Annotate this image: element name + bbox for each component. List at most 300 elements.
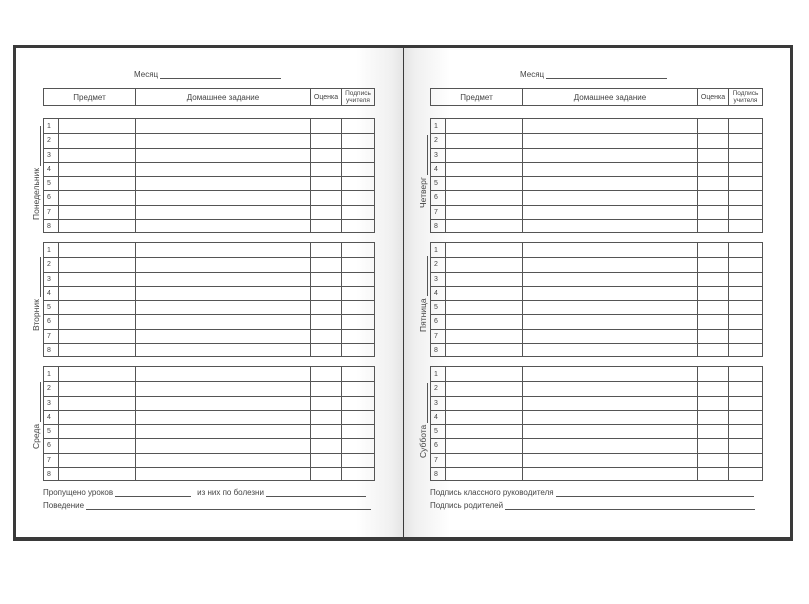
homework-cell[interactable]: [522, 367, 697, 381]
homework-cell[interactable]: [522, 206, 697, 219]
lesson-number: 6: [434, 318, 438, 326]
lesson-row: [44, 367, 374, 381]
lesson-number: 6: [434, 194, 438, 202]
teacher-sign-cell[interactable]: [728, 287, 762, 300]
subject-cell[interactable]: [445, 273, 522, 286]
homework-cell[interactable]: [522, 315, 697, 328]
subject-cell[interactable]: [58, 439, 135, 452]
lesson-row: [44, 133, 374, 147]
homework-cell[interactable]: [135, 177, 310, 190]
grade-cell[interactable]: [310, 243, 341, 257]
subject-cell[interactable]: [58, 206, 135, 219]
teacher-sign-cell[interactable]: [341, 425, 374, 438]
day-name: Пятница: [418, 298, 428, 332]
grade-cell[interactable]: [697, 344, 728, 357]
subject-cell[interactable]: [445, 344, 522, 357]
subject-cell[interactable]: [58, 454, 135, 467]
teacher-sign-cell[interactable]: [728, 454, 762, 467]
day-block-monday: [43, 118, 375, 233]
grade-cell[interactable]: [310, 258, 341, 271]
homework-cell[interactable]: [135, 206, 310, 219]
subject-cell[interactable]: [58, 301, 135, 314]
grade-cell[interactable]: [697, 119, 728, 133]
grade-cell[interactable]: [310, 344, 341, 357]
homework-cell[interactable]: [522, 344, 697, 357]
grade-cell[interactable]: [310, 177, 341, 190]
lesson-number: 1: [47, 122, 51, 130]
homework-cell[interactable]: [135, 382, 310, 395]
header-subject: Предмет: [460, 92, 493, 102]
homework-cell[interactable]: [135, 344, 310, 357]
lesson-row: [431, 453, 762, 467]
day-name: Четверг: [418, 177, 428, 208]
homework-cell[interactable]: [135, 454, 310, 467]
lesson-number: 6: [47, 442, 51, 450]
homework-cell[interactable]: [522, 439, 697, 452]
lesson-number: 5: [434, 304, 438, 312]
teacher-sign-cell[interactable]: [341, 149, 374, 162]
homework-cell[interactable]: [522, 301, 697, 314]
grade-cell[interactable]: [310, 439, 341, 452]
lesson-number: 6: [47, 318, 51, 326]
teacher-sign-cell[interactable]: [728, 220, 762, 233]
behavior-fill-line[interactable]: [86, 501, 371, 510]
lesson-number: 4: [434, 165, 438, 173]
lesson-row: [431, 286, 762, 300]
subject-cell[interactable]: [445, 177, 522, 190]
grade-cell[interactable]: [310, 330, 341, 343]
lesson-row: [44, 272, 374, 286]
header-sign-line1: Подпись: [345, 90, 371, 97]
lesson-number: 7: [47, 332, 51, 340]
lesson-row: [431, 438, 762, 452]
homework-cell[interactable]: [522, 382, 697, 395]
header-sign-line2: учителя: [346, 97, 370, 104]
teacher-sign-cell[interactable]: [728, 149, 762, 162]
homework-cell[interactable]: [135, 301, 310, 314]
lesson-number: 5: [47, 304, 51, 312]
day-label-tuesday: [31, 257, 41, 331]
subject-cell[interactable]: [445, 220, 522, 233]
teacher-sign-cell[interactable]: [341, 301, 374, 314]
lesson-row: [431, 381, 762, 395]
lesson-number: 5: [434, 180, 438, 188]
homework-cell[interactable]: [522, 163, 697, 176]
homework-cell[interactable]: [135, 439, 310, 452]
grade-cell[interactable]: [310, 163, 341, 176]
teacher-sign-cell[interactable]: [341, 191, 374, 204]
teacher-sign-cell[interactable]: [341, 454, 374, 467]
homework-cell[interactable]: [522, 191, 697, 204]
lesson-row: [44, 438, 374, 452]
teacher-sign-cell[interactable]: [728, 273, 762, 286]
lesson-row: [431, 343, 762, 357]
subject-cell[interactable]: [445, 330, 522, 343]
lesson-row: [44, 314, 374, 328]
grade-cell[interactable]: [310, 315, 341, 328]
homework-cell[interactable]: [522, 397, 697, 410]
grade-cell[interactable]: [310, 468, 341, 481]
grade-cell[interactable]: [697, 425, 728, 438]
grade-cell[interactable]: [310, 149, 341, 162]
teacher-sign-cell[interactable]: [341, 119, 374, 133]
teacher-sign-cell[interactable]: [728, 382, 762, 395]
homework-cell[interactable]: [522, 149, 697, 162]
subject-cell[interactable]: [58, 191, 135, 204]
lesson-number: 7: [47, 456, 51, 464]
grade-cell[interactable]: [697, 411, 728, 424]
lesson-row: [431, 410, 762, 424]
subject-cell[interactable]: [445, 425, 522, 438]
subject-cell[interactable]: [58, 315, 135, 328]
grade-cell[interactable]: [697, 454, 728, 467]
grade-cell[interactable]: [310, 425, 341, 438]
lesson-number: 3: [434, 275, 438, 283]
homework-cell[interactable]: [135, 134, 310, 147]
subject-cell[interactable]: [445, 149, 522, 162]
homework-cell[interactable]: [135, 243, 310, 257]
subject-cell[interactable]: [58, 149, 135, 162]
header-grade: Оценка: [310, 89, 341, 105]
teacher-sign-field: [430, 488, 754, 497]
lesson-row: [44, 190, 374, 204]
subject-cell[interactable]: [445, 439, 522, 452]
grade-cell[interactable]: [310, 191, 341, 204]
teacher-sign-cell[interactable]: [728, 177, 762, 190]
teacher-sign-cell[interactable]: [728, 411, 762, 424]
homework-cell[interactable]: [135, 191, 310, 204]
grade-cell[interactable]: [310, 134, 341, 147]
grade-cell[interactable]: [697, 273, 728, 286]
grade-cell[interactable]: [697, 315, 728, 328]
subject-cell[interactable]: [445, 119, 522, 133]
lesson-number: 4: [47, 165, 51, 173]
lesson-number: 2: [47, 137, 51, 145]
lesson-row: [431, 162, 762, 176]
homework-cell[interactable]: [135, 330, 310, 343]
day-block-thursday: [430, 118, 763, 233]
lesson-row: [44, 219, 374, 233]
day-block-saturday: [430, 366, 763, 481]
lesson-number: 7: [47, 208, 51, 216]
sick-fill-line[interactable]: [266, 488, 366, 497]
teacher-sign-cell[interactable]: [341, 177, 374, 190]
homework-cell[interactable]: [522, 273, 697, 286]
lesson-number: 2: [47, 385, 51, 393]
grade-cell[interactable]: [697, 287, 728, 300]
lesson-number: 1: [434, 246, 438, 254]
month-fill-line[interactable]: [160, 70, 281, 79]
lesson-number: 7: [434, 332, 438, 340]
teacher-sign-cell[interactable]: [341, 439, 374, 452]
grade-cell[interactable]: [697, 243, 728, 257]
subject-cell[interactable]: [58, 344, 135, 357]
subject-cell[interactable]: [445, 191, 522, 204]
teacher-sign-cell[interactable]: [341, 382, 374, 395]
grade-cell[interactable]: [697, 206, 728, 219]
header-sign-line1: Подпись: [732, 90, 759, 97]
missed-fill-line[interactable]: [115, 488, 191, 497]
grade-cell[interactable]: [310, 382, 341, 395]
lesson-row: [44, 148, 374, 162]
lesson-row: [44, 119, 374, 133]
teacher-sign-cell[interactable]: [341, 273, 374, 286]
grade-cell[interactable]: [697, 149, 728, 162]
teacher-sign-cell[interactable]: [728, 330, 762, 343]
lesson-number: 8: [47, 470, 51, 478]
teacher-sign-cell[interactable]: [728, 134, 762, 147]
subject-cell[interactable]: [445, 397, 522, 410]
subject-cell[interactable]: [445, 382, 522, 395]
lesson-number: 3: [47, 275, 51, 283]
missed-label: Пропущено уроков: [43, 488, 114, 497]
subject-cell[interactable]: [445, 411, 522, 424]
lesson-row: [431, 190, 762, 204]
subject-cell[interactable]: [58, 273, 135, 286]
table-header: [430, 88, 763, 106]
grade-cell[interactable]: [697, 220, 728, 233]
lesson-number: 5: [47, 180, 51, 188]
grade-cell[interactable]: [697, 468, 728, 481]
teacher-sign-cell[interactable]: [728, 397, 762, 410]
grade-cell[interactable]: [697, 439, 728, 452]
homework-cell[interactable]: [135, 119, 310, 133]
month-label: Месяц: [134, 70, 159, 79]
grade-cell[interactable]: [697, 177, 728, 190]
subject-cell[interactable]: [58, 382, 135, 395]
lesson-number: 2: [47, 261, 51, 269]
lesson-number: 2: [434, 385, 438, 393]
subject-cell[interactable]: [445, 287, 522, 300]
subject-cell[interactable]: [445, 315, 522, 328]
lesson-row: [44, 343, 374, 357]
sick-label: из них по болезни: [197, 488, 264, 497]
lesson-row: [44, 453, 374, 467]
homework-cell[interactable]: [522, 243, 697, 257]
homework-cell[interactable]: [522, 177, 697, 190]
lesson-row: [431, 467, 762, 481]
parents-sign-fill-line[interactable]: [505, 501, 755, 510]
grade-cell[interactable]: [697, 191, 728, 204]
teacher-sign-cell[interactable]: [341, 287, 374, 300]
grade-cell[interactable]: [697, 330, 728, 343]
homework-cell[interactable]: [522, 220, 697, 233]
teacher-sign-cell[interactable]: [728, 425, 762, 438]
homework-cell[interactable]: [135, 287, 310, 300]
lesson-row: [44, 205, 374, 219]
lesson-number: 8: [47, 346, 51, 354]
homework-cell[interactable]: [135, 163, 310, 176]
homework-cell[interactable]: [135, 411, 310, 424]
homework-cell[interactable]: [135, 220, 310, 233]
homework-cell[interactable]: [135, 258, 310, 271]
lesson-number: 2: [434, 261, 438, 269]
grade-cell[interactable]: [310, 454, 341, 467]
header-grade: Оценка: [697, 89, 728, 105]
subject-cell[interactable]: [58, 397, 135, 410]
subject-cell[interactable]: [445, 163, 522, 176]
lesson-row: [431, 257, 762, 271]
day-block-tuesday: [43, 242, 375, 357]
lesson-row: [44, 243, 374, 257]
teacher-sign-cell[interactable]: [728, 119, 762, 133]
lesson-number: 7: [434, 456, 438, 464]
subject-cell[interactable]: [58, 411, 135, 424]
homework-cell[interactable]: [522, 425, 697, 438]
grade-cell[interactable]: [697, 301, 728, 314]
grade-cell[interactable]: [697, 134, 728, 147]
lesson-row: [44, 176, 374, 190]
day-label-thursday: [418, 135, 428, 208]
homework-cell[interactable]: [522, 258, 697, 271]
homework-cell[interactable]: [522, 454, 697, 467]
lesson-number: 8: [434, 470, 438, 478]
grade-cell[interactable]: [310, 397, 341, 410]
subject-cell[interactable]: [445, 134, 522, 147]
grade-cell[interactable]: [310, 367, 341, 381]
lesson-number: 1: [47, 246, 51, 254]
grade-cell[interactable]: [697, 367, 728, 381]
teacher-sign-cell[interactable]: [341, 315, 374, 328]
teacher-sign-cell[interactable]: [728, 315, 762, 328]
grade-cell[interactable]: [310, 411, 341, 424]
teacher-sign-cell[interactable]: [341, 243, 374, 257]
teacher-sign-cell[interactable]: [728, 206, 762, 219]
teacher-sign-cell[interactable]: [728, 468, 762, 481]
day-label-friday: [418, 256, 428, 332]
month-label: Месяц: [520, 70, 545, 79]
day-label-monday: [31, 126, 41, 220]
teacher-sign-cell[interactable]: [728, 439, 762, 452]
teacher-sign-fill-line[interactable]: [556, 488, 754, 497]
subject-cell[interactable]: [58, 330, 135, 343]
homework-cell[interactable]: [522, 411, 697, 424]
lesson-number: 7: [434, 208, 438, 216]
subject-cell[interactable]: [445, 206, 522, 219]
lesson-number: 4: [434, 413, 438, 421]
teacher-sign-cell[interactable]: [728, 191, 762, 204]
homework-cell[interactable]: [522, 330, 697, 343]
lesson-number: 4: [47, 289, 51, 297]
teacher-sign-cell[interactable]: [728, 344, 762, 357]
lesson-number: 3: [434, 399, 438, 407]
behavior-field: [43, 501, 371, 510]
diary-spread: [13, 45, 793, 541]
teacher-sign-cell[interactable]: [728, 258, 762, 271]
teacher-sign-cell[interactable]: [341, 258, 374, 271]
teacher-sign-label: Подпись классного руководителя: [430, 488, 554, 497]
homework-cell[interactable]: [135, 149, 310, 162]
subject-cell[interactable]: [58, 287, 135, 300]
grade-cell[interactable]: [697, 258, 728, 271]
left-page: [16, 48, 403, 537]
lesson-number: 1: [434, 122, 438, 130]
teacher-sign-cell[interactable]: [341, 220, 374, 233]
grade-cell[interactable]: [310, 220, 341, 233]
grade-cell[interactable]: [697, 163, 728, 176]
subject-cell[interactable]: [445, 258, 522, 271]
lesson-row: [44, 257, 374, 271]
subject-cell[interactable]: [445, 468, 522, 481]
lesson-row: [431, 314, 762, 328]
grade-cell[interactable]: [697, 397, 728, 410]
lesson-row: [431, 329, 762, 343]
teacher-sign-cell[interactable]: [341, 411, 374, 424]
month-fill-line[interactable]: [546, 70, 667, 79]
teacher-sign-cell[interactable]: [341, 206, 374, 219]
homework-cell[interactable]: [135, 315, 310, 328]
subject-cell[interactable]: [58, 134, 135, 147]
parents-sign-field: [430, 501, 755, 510]
grade-cell[interactable]: [310, 301, 341, 314]
lesson-number: 5: [434, 428, 438, 436]
lesson-row: [44, 467, 374, 481]
teacher-sign-cell[interactable]: [728, 163, 762, 176]
day-name: Вторник: [31, 299, 41, 331]
header-homework: Домашнее задание: [135, 89, 310, 105]
subject-cell[interactable]: [445, 454, 522, 467]
homework-cell[interactable]: [135, 273, 310, 286]
teacher-sign-cell[interactable]: [341, 367, 374, 381]
grade-cell[interactable]: [310, 287, 341, 300]
lesson-row: [431, 176, 762, 190]
subject-cell[interactable]: [445, 243, 522, 257]
behavior-label: Поведение: [43, 501, 85, 510]
teacher-sign-cell[interactable]: [341, 397, 374, 410]
teacher-sign-cell[interactable]: [341, 134, 374, 147]
subject-cell[interactable]: [445, 367, 522, 381]
subject-cell[interactable]: [58, 367, 135, 381]
subject-cell[interactable]: [58, 425, 135, 438]
grade-cell[interactable]: [697, 382, 728, 395]
lesson-row: [44, 381, 374, 395]
teacher-sign-cell[interactable]: [341, 330, 374, 343]
lesson-row: [431, 219, 762, 233]
teacher-sign-cell[interactable]: [728, 243, 762, 257]
homework-cell[interactable]: [522, 119, 697, 133]
header-sign: [728, 89, 762, 105]
teacher-sign-cell[interactable]: [728, 367, 762, 381]
subject-cell[interactable]: [58, 468, 135, 481]
subject-cell[interactable]: [58, 119, 135, 133]
grade-cell[interactable]: [310, 206, 341, 219]
subject-cell[interactable]: [58, 243, 135, 257]
subject-cell[interactable]: [58, 220, 135, 233]
homework-cell[interactable]: [135, 425, 310, 438]
grade-cell[interactable]: [310, 119, 341, 133]
homework-cell[interactable]: [522, 134, 697, 147]
teacher-sign-cell[interactable]: [728, 301, 762, 314]
lesson-row: [431, 272, 762, 286]
lesson-number: 5: [47, 428, 51, 436]
subject-cell[interactable]: [58, 163, 135, 176]
homework-cell[interactable]: [135, 367, 310, 381]
homework-cell[interactable]: [135, 468, 310, 481]
subject-cell[interactable]: [445, 301, 522, 314]
homework-cell[interactable]: [522, 287, 697, 300]
lesson-row: [431, 300, 762, 314]
teacher-sign-cell[interactable]: [341, 163, 374, 176]
teacher-sign-cell[interactable]: [341, 344, 374, 357]
homework-cell[interactable]: [135, 397, 310, 410]
subject-cell[interactable]: [58, 177, 135, 190]
homework-cell[interactable]: [522, 468, 697, 481]
grade-cell[interactable]: [310, 273, 341, 286]
subject-cell[interactable]: [58, 258, 135, 271]
header-homework: Домашнее задание: [522, 89, 697, 105]
lesson-row: [431, 243, 762, 257]
teacher-sign-cell[interactable]: [341, 468, 374, 481]
